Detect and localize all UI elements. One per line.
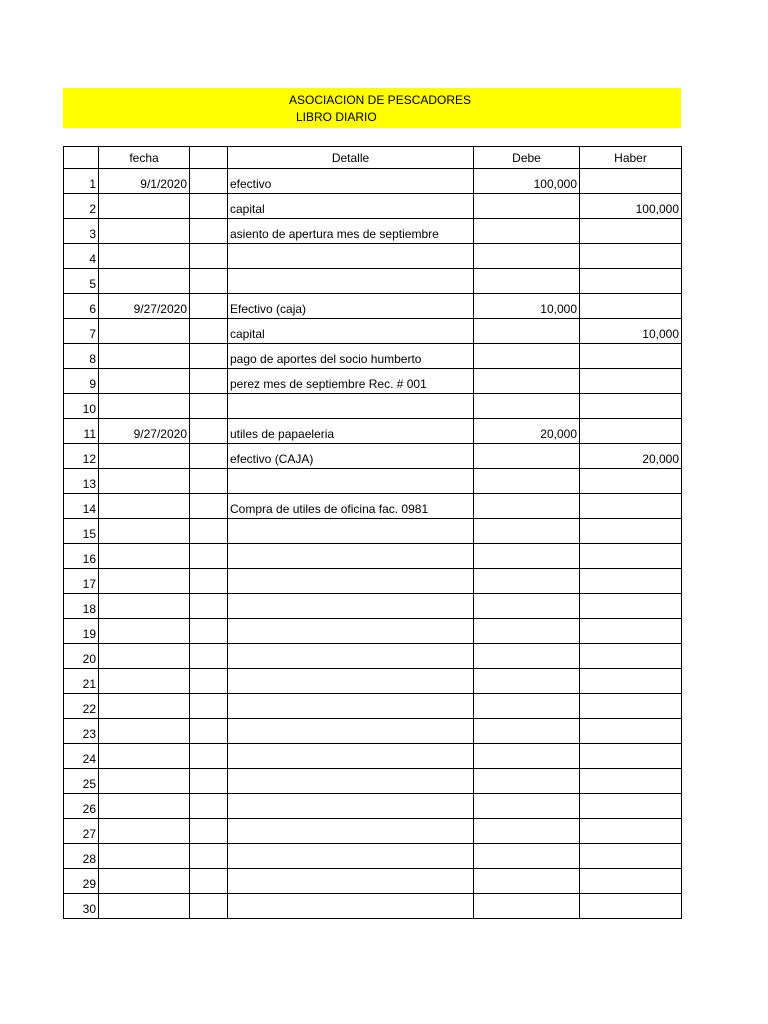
detalle-cell[interactable] [228, 394, 474, 419]
fecha-cell[interactable] [99, 569, 190, 594]
haber-cell[interactable] [580, 244, 682, 269]
row-number-cell[interactable]: 17 [64, 569, 99, 594]
detalle-cell[interactable]: perez mes de septiembre Rec. # 001 [228, 369, 474, 394]
haber-cell[interactable]: 20,000 [580, 444, 682, 469]
fecha-cell[interactable] [99, 444, 190, 469]
fecha-cell[interactable] [99, 819, 190, 844]
column-header-debe: Debe [474, 147, 580, 169]
haber-cell[interactable] [580, 644, 682, 669]
debe-cell[interactable] [474, 769, 580, 794]
blank-cell[interactable] [190, 819, 228, 844]
detalle-cell[interactable]: efectivo (CAJA) [228, 444, 474, 469]
haber-cell[interactable] [580, 744, 682, 769]
table-row [64, 244, 682, 269]
debe-cell[interactable] [474, 569, 580, 594]
blank-cell[interactable] [190, 294, 228, 319]
detalle-cell[interactable] [228, 269, 474, 294]
row-number-cell[interactable]: 1 [64, 169, 99, 194]
haber-cell[interactable] [580, 494, 682, 519]
table-row [64, 744, 682, 769]
table-row [64, 169, 682, 194]
haber-cell[interactable] [580, 519, 682, 544]
row-number-cell[interactable]: 21 [64, 669, 99, 694]
detalle-cell[interactable] [228, 244, 474, 269]
fecha-cell[interactable] [99, 794, 190, 819]
row-number-cell[interactable]: 10 [64, 394, 99, 419]
haber-cell[interactable] [580, 469, 682, 494]
table-row [64, 869, 682, 894]
detalle-cell[interactable] [228, 519, 474, 544]
blank-cell[interactable] [190, 569, 228, 594]
debe-cell[interactable] [474, 519, 580, 544]
fecha-cell[interactable] [99, 544, 190, 569]
debe-cell[interactable] [474, 269, 580, 294]
blank-cell[interactable] [190, 744, 228, 769]
detalle-cell[interactable] [228, 794, 474, 819]
haber-cell[interactable] [580, 169, 682, 194]
haber-cell[interactable] [580, 694, 682, 719]
blank-cell[interactable] [190, 194, 228, 219]
row-number-cell[interactable]: 7 [64, 319, 99, 344]
column-header-haber: Haber [580, 147, 682, 169]
column-header-detalle: Detalle [228, 147, 474, 169]
blank-cell[interactable] [190, 269, 228, 294]
detalle-cell[interactable] [228, 894, 474, 919]
row-number-cell[interactable]: 24 [64, 744, 99, 769]
row-number-cell[interactable]: 3 [64, 219, 99, 244]
blank-cell[interactable] [190, 369, 228, 394]
fecha-cell[interactable] [99, 769, 190, 794]
blank-cell[interactable] [190, 319, 228, 344]
debe-cell[interactable] [474, 819, 580, 844]
table-row [64, 444, 682, 469]
debe-cell[interactable] [474, 644, 580, 669]
fecha-cell[interactable] [99, 719, 190, 744]
haber-cell[interactable] [580, 344, 682, 369]
ledger-body [64, 169, 682, 919]
blank-cell[interactable] [190, 444, 228, 469]
detalle-cell[interactable]: pago de aportes del socio humberto [228, 344, 474, 369]
fecha-cell[interactable] [99, 594, 190, 619]
detalle-cell[interactable] [228, 769, 474, 794]
row-number-cell[interactable]: 27 [64, 819, 99, 844]
row-number-cell[interactable]: 6 [64, 294, 99, 319]
blank-cell[interactable] [190, 794, 228, 819]
blank-cell[interactable] [190, 469, 228, 494]
fecha-cell[interactable] [99, 344, 190, 369]
fecha-cell[interactable] [99, 369, 190, 394]
blank-cell[interactable] [190, 644, 228, 669]
haber-cell[interactable] [580, 569, 682, 594]
debe-cell[interactable] [474, 319, 580, 344]
blank-cell[interactable] [190, 544, 228, 569]
blank-cell[interactable] [190, 669, 228, 694]
blank-cell[interactable] [190, 169, 228, 194]
row-number-cell[interactable]: 11 [64, 419, 99, 444]
table-row [64, 419, 682, 444]
detalle-cell[interactable] [228, 569, 474, 594]
fecha-cell[interactable] [99, 844, 190, 869]
detalle-cell[interactable]: Efectivo (caja) [228, 294, 474, 319]
row-number-cell[interactable]: 15 [64, 519, 99, 544]
title-banner [63, 88, 681, 128]
debe-cell[interactable] [474, 694, 580, 719]
blank-cell[interactable] [190, 719, 228, 744]
fecha-cell[interactable] [99, 494, 190, 519]
debe-cell[interactable] [474, 744, 580, 769]
haber-cell[interactable] [580, 844, 682, 869]
debe-cell[interactable]: 10,000 [474, 294, 580, 319]
column-header-blank [190, 147, 228, 169]
debe-cell[interactable] [474, 844, 580, 869]
haber-cell[interactable] [580, 719, 682, 744]
row-number-cell[interactable]: 22 [64, 694, 99, 719]
haber-cell[interactable] [580, 594, 682, 619]
blank-cell[interactable] [190, 594, 228, 619]
table-row [64, 669, 682, 694]
debe-cell[interactable] [474, 669, 580, 694]
detalle-cell[interactable] [228, 869, 474, 894]
fecha-cell[interactable] [99, 644, 190, 669]
debe-cell[interactable] [474, 619, 580, 644]
haber-cell[interactable] [580, 669, 682, 694]
ledger-title: LIBRO DIARIO [296, 110, 377, 124]
row-number-cell[interactable]: 13 [64, 469, 99, 494]
detalle-cell[interactable] [228, 744, 474, 769]
blank-cell[interactable] [190, 519, 228, 544]
row-number-cell[interactable]: 16 [64, 544, 99, 569]
table-row [64, 619, 682, 644]
haber-cell[interactable] [580, 294, 682, 319]
blank-cell[interactable] [190, 844, 228, 869]
organization-name: ASOCIACION DE PESCADORES [289, 93, 472, 107]
blank-cell[interactable] [190, 894, 228, 919]
fecha-cell[interactable] [99, 394, 190, 419]
blank-cell[interactable] [190, 244, 228, 269]
debe-cell[interactable] [474, 394, 580, 419]
fecha-cell[interactable] [99, 694, 190, 719]
table-row [64, 194, 682, 219]
blank-cell[interactable] [190, 619, 228, 644]
fecha-cell[interactable] [99, 869, 190, 894]
table-row [64, 494, 682, 519]
fecha-cell[interactable] [99, 219, 190, 244]
detalle-cell[interactable] [228, 719, 474, 744]
debe-cell[interactable] [474, 369, 580, 394]
debe-cell[interactable]: 20,000 [474, 419, 580, 444]
haber-cell[interactable] [580, 369, 682, 394]
table-row [64, 769, 682, 794]
fecha-cell[interactable] [99, 194, 190, 219]
blank-cell[interactable] [190, 494, 228, 519]
row-number-cell[interactable]: 28 [64, 844, 99, 869]
debe-cell[interactable] [474, 719, 580, 744]
row-number-cell[interactable]: 23 [64, 719, 99, 744]
fecha-cell[interactable]: 9/27/2020 [99, 419, 190, 444]
row-number-cell[interactable]: 14 [64, 494, 99, 519]
header-row [64, 147, 682, 169]
debe-cell[interactable] [474, 894, 580, 919]
debe-cell[interactable] [474, 794, 580, 819]
row-number-cell[interactable]: 4 [64, 244, 99, 269]
table-row [64, 844, 682, 869]
blank-cell[interactable] [190, 694, 228, 719]
fecha-cell[interactable]: 9/27/2020 [99, 294, 190, 319]
blank-cell[interactable] [190, 394, 228, 419]
table-row [64, 894, 682, 919]
row-number-cell[interactable]: 29 [64, 869, 99, 894]
row-number-cell[interactable]: 18 [64, 594, 99, 619]
fecha-cell[interactable] [99, 269, 190, 294]
fecha-cell[interactable] [99, 894, 190, 919]
row-number-cell[interactable]: 25 [64, 769, 99, 794]
debe-cell[interactable]: 100,000 [474, 169, 580, 194]
table-row [64, 569, 682, 594]
detalle-cell[interactable] [228, 619, 474, 644]
fecha-cell[interactable] [99, 244, 190, 269]
row-number-cell[interactable]: 26 [64, 794, 99, 819]
detalle-cell[interactable]: utiles de papaeleria [228, 419, 474, 444]
row-number-cell[interactable]: 5 [64, 269, 99, 294]
row-number-cell[interactable]: 2 [64, 194, 99, 219]
fecha-cell[interactable] [99, 519, 190, 544]
table-row [64, 519, 682, 544]
table-row [64, 594, 682, 619]
table-row [64, 794, 682, 819]
debe-cell[interactable] [474, 244, 580, 269]
haber-cell[interactable] [580, 619, 682, 644]
haber-cell[interactable]: 10,000 [580, 319, 682, 344]
fecha-cell[interactable] [99, 669, 190, 694]
detalle-cell[interactable]: capital [228, 194, 474, 219]
fecha-cell[interactable] [99, 319, 190, 344]
column-header-number [64, 147, 99, 169]
table-row [64, 469, 682, 494]
haber-cell[interactable] [580, 819, 682, 844]
detalle-cell[interactable] [228, 819, 474, 844]
haber-cell[interactable] [580, 419, 682, 444]
blank-cell[interactable] [190, 419, 228, 444]
haber-cell[interactable] [580, 894, 682, 919]
blank-cell[interactable] [190, 344, 228, 369]
table-row [64, 719, 682, 744]
haber-cell[interactable] [580, 219, 682, 244]
debe-cell[interactable] [474, 444, 580, 469]
row-number-cell[interactable]: 9 [64, 369, 99, 394]
table-row [64, 819, 682, 844]
blank-cell[interactable] [190, 769, 228, 794]
table-row [64, 319, 682, 344]
row-number-cell[interactable]: 19 [64, 619, 99, 644]
table-row [64, 219, 682, 244]
table-row [64, 369, 682, 394]
haber-cell[interactable] [580, 544, 682, 569]
debe-cell[interactable] [474, 344, 580, 369]
table-row [64, 544, 682, 569]
detalle-cell[interactable]: efectivo [228, 169, 474, 194]
haber-cell[interactable] [580, 794, 682, 819]
detalle-cell[interactable] [228, 694, 474, 719]
detalle-cell[interactable] [228, 594, 474, 619]
table-row [64, 294, 682, 319]
debe-cell[interactable] [474, 544, 580, 569]
column-header-fecha: fecha [99, 147, 190, 169]
blank-cell[interactable] [190, 219, 228, 244]
debe-cell[interactable] [474, 494, 580, 519]
table-row [64, 344, 682, 369]
table-row [64, 394, 682, 419]
debe-cell[interactable] [474, 869, 580, 894]
haber-cell[interactable] [580, 394, 682, 419]
row-number-cell[interactable]: 20 [64, 644, 99, 669]
debe-cell[interactable] [474, 194, 580, 219]
fecha-cell[interactable] [99, 744, 190, 769]
table-row [64, 269, 682, 294]
detalle-cell[interactable] [228, 844, 474, 869]
row-number-cell[interactable]: 8 [64, 344, 99, 369]
detalle-cell[interactable]: capital [228, 319, 474, 344]
haber-cell[interactable]: 100,000 [580, 194, 682, 219]
row-number-cell[interactable]: 12 [64, 444, 99, 469]
table-row [64, 694, 682, 719]
fecha-cell[interactable]: 9/1/2020 [99, 169, 190, 194]
debe-cell[interactable] [474, 594, 580, 619]
detalle-cell[interactable] [228, 644, 474, 669]
detalle-cell[interactable] [228, 544, 474, 569]
row-number-cell[interactable]: 30 [64, 894, 99, 919]
haber-cell[interactable] [580, 769, 682, 794]
table-row [64, 644, 682, 669]
haber-cell[interactable] [580, 269, 682, 294]
detalle-cell[interactable]: Compra de utiles de oficina fac. 0981 [228, 494, 474, 519]
debe-cell[interactable] [474, 219, 580, 244]
detalle-cell[interactable] [228, 669, 474, 694]
detalle-cell[interactable] [228, 469, 474, 494]
haber-cell[interactable] [580, 869, 682, 894]
detalle-cell[interactable]: asiento de apertura mes de septiembre [228, 219, 474, 244]
fecha-cell[interactable] [99, 619, 190, 644]
fecha-cell[interactable] [99, 469, 190, 494]
debe-cell[interactable] [474, 469, 580, 494]
journal-table [63, 146, 682, 919]
blank-cell[interactable] [190, 869, 228, 894]
